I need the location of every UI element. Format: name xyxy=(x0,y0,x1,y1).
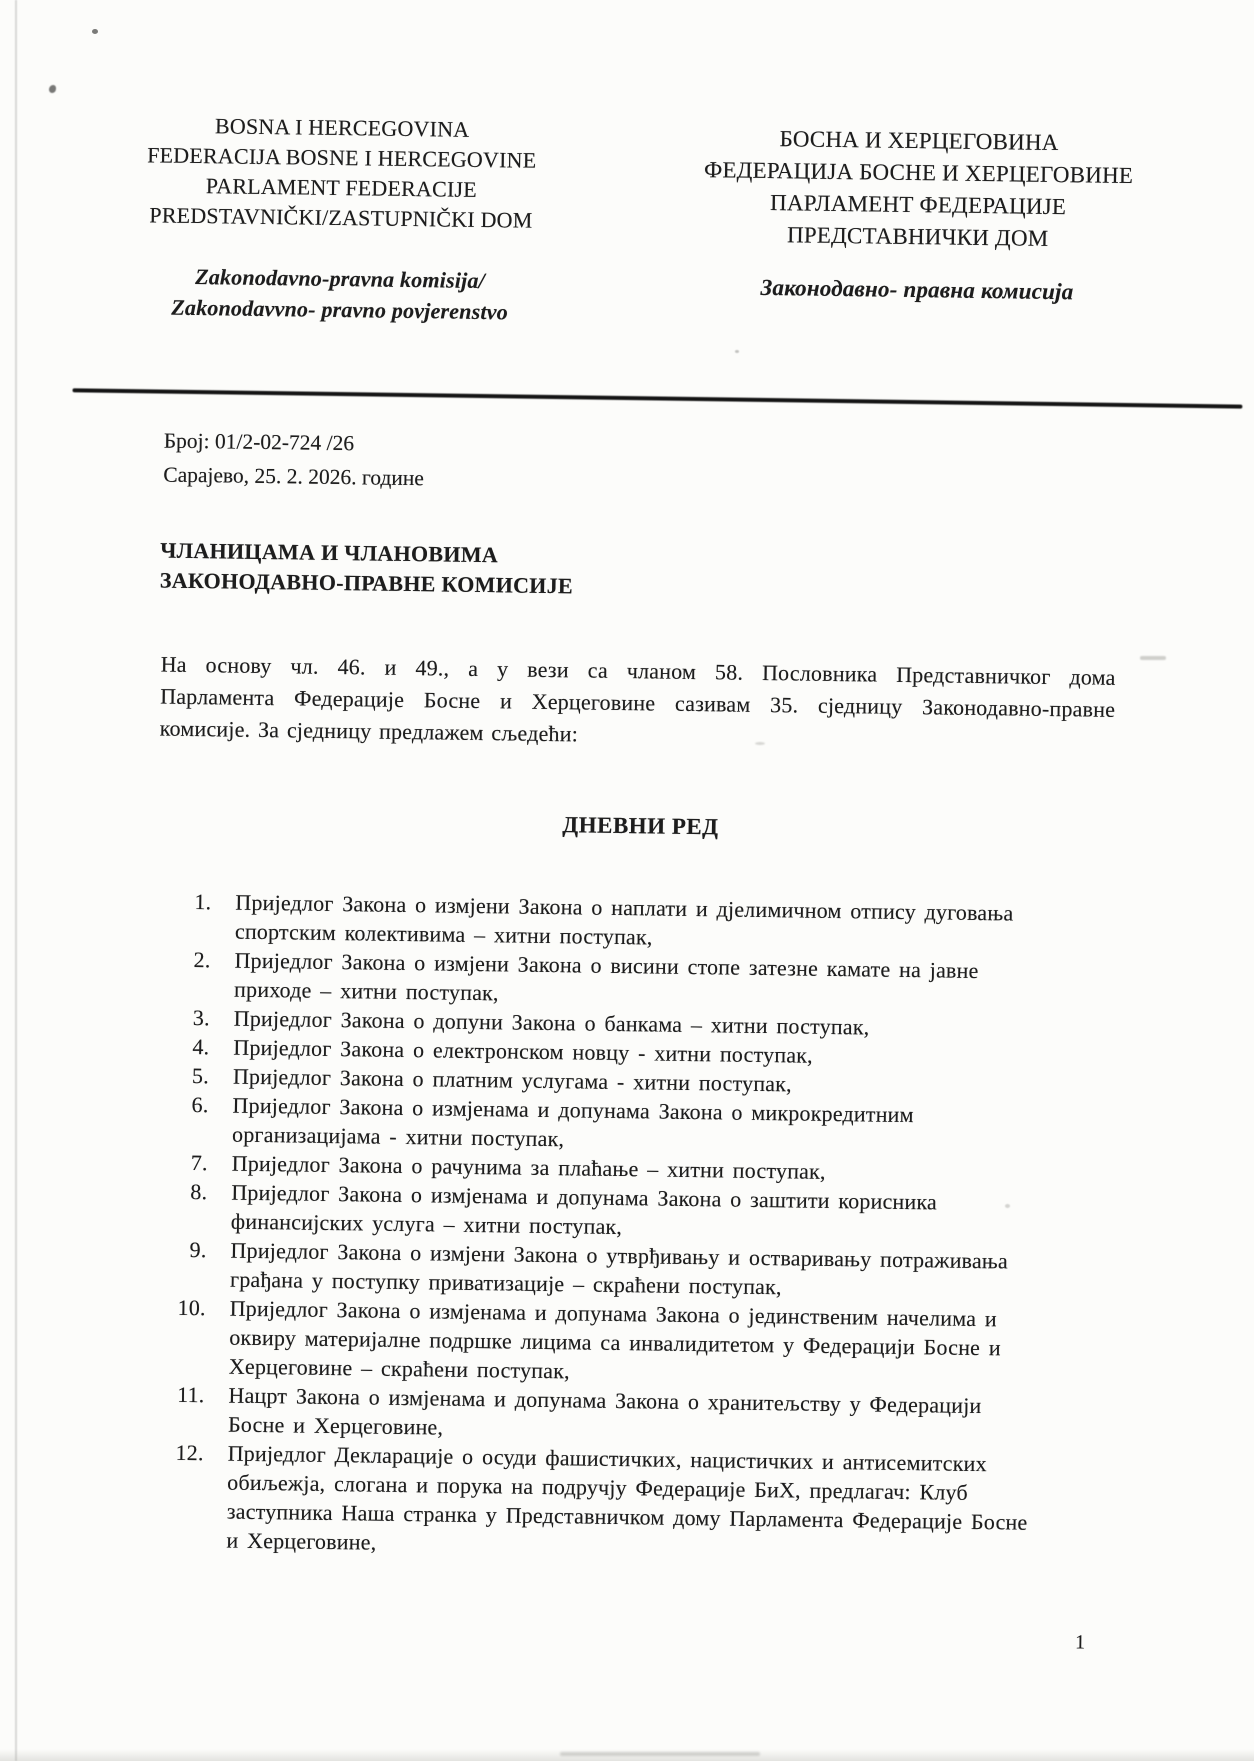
agenda-item-number: 4. xyxy=(192,1034,210,1060)
agenda-item-line: Приједлог Закона о измјени Закона о висини стопе затезне камате на јавне xyxy=(234,947,979,984)
scan-speck xyxy=(92,29,98,34)
scan-speck xyxy=(1140,656,1166,660)
doc-number-line: Број: 01/2-02-724 /26 xyxy=(163,428,355,456)
org-line: BOSNA I HERCEGOVINA xyxy=(214,113,470,142)
agenda-item-number: 2. xyxy=(193,947,211,973)
intro-line: Парламента Федерације Босне и Херцеговине сазивам 35. сједницу Законодавно-правне xyxy=(160,683,1116,722)
agenda-item-line: Приједлог Закона о електронском новцу - хитни поступак, xyxy=(233,1034,814,1068)
document-meta xyxy=(163,424,425,496)
doc-date-line: Сарајево, 25. 2. 2026. године xyxy=(163,462,425,491)
addressee-block xyxy=(160,536,574,602)
agenda-title: ДНЕВНИ РЕД xyxy=(562,812,719,840)
agenda-item-line: заступника Наша странка у Представничком дому Парламента Федерације Босне xyxy=(226,1498,1028,1535)
committee-line: Zakonodavno-pravna komisija/ xyxy=(195,263,486,294)
agenda-item-line: приходе – хитни поступак, xyxy=(233,976,499,1006)
agenda-item-text xyxy=(232,1091,914,1159)
org-line: БОСНА И ХЕРЦЕГОВИНА xyxy=(779,126,1059,156)
agenda-item-number: 10. xyxy=(177,1294,206,1321)
agenda-item-number: 12. xyxy=(175,1439,204,1466)
scan-speck xyxy=(735,350,739,353)
agenda-item-line: обиљежја, слогана и порука на подручју Федерације БиХ, предлагач: Клуб xyxy=(227,1469,969,1505)
org-line: PARLAMENT FEDERACIJE xyxy=(205,173,478,202)
org-header-left xyxy=(104,110,577,329)
agenda-item-line: Приједлог Закона о измјенама и допунама Закона о заштити корисника xyxy=(231,1179,938,1215)
agenda-list xyxy=(148,887,1137,1568)
org-line: ФЕДЕРАЦИЈА БОСНЕ И ХЕРЦЕГОВИНЕ xyxy=(703,157,1134,189)
agenda-item-line: Приједлог Декларације о осуди фашистичких, нацистичких и антисемитских xyxy=(227,1440,987,1477)
agenda-item-line: Приједлог Закона о допуни Закона о банкама – хитни поступак, xyxy=(233,1005,870,1040)
agenda-item-line: организацијама - хитни поступак, xyxy=(231,1121,565,1152)
agenda-item-line: финансијских услуга – хитни поступак, xyxy=(230,1208,623,1240)
org-line: ПРЕДСТАВНИЧКИ ДОМ xyxy=(786,222,1049,251)
agenda-item-line: Приједлог Закона о платним услугама - хитни поступак, xyxy=(232,1063,792,1097)
scan-bottom-artifact xyxy=(0,1749,1254,1761)
agenda-item-line: и Херцеговине, xyxy=(226,1527,377,1555)
addressee-line: ЧЛАНИЦАМА И ЧЛАНОВИМА xyxy=(160,537,499,568)
agenda-item-number: 7. xyxy=(190,1150,208,1176)
agenda-item-line: грађана у поступку приватизације – скраћени поступак, xyxy=(229,1266,782,1300)
agenda-item-line: Приједлог Закона о измјенама и допунама Закона о јединственим начелима и xyxy=(229,1295,998,1332)
agenda-item-number: 3. xyxy=(192,1005,210,1031)
scan-speck xyxy=(1005,1204,1010,1208)
org-line: PREDSTAVNIČKI/ZASTUPNIČKI DOM xyxy=(149,202,533,233)
agenda-item-text xyxy=(226,1439,1028,1566)
agenda-item-text xyxy=(228,1381,982,1450)
committee-line: Законодавно- правна комисија xyxy=(760,274,1074,305)
agenda-item-line: Приједлог Закона о измјенама и допунама Закона о микрокредитним xyxy=(232,1092,914,1128)
agenda-item-number: 5. xyxy=(191,1063,210,1089)
addressee-line: ЗАКОНОДАВНО-ПРАВНЕ КОМИСИЈЕ xyxy=(159,567,574,599)
scan-speck xyxy=(755,742,765,745)
agenda-item-text xyxy=(235,888,1014,957)
committee-line: Zakonodavvno- pravno povjerenstvo xyxy=(171,294,509,325)
agenda-item-line: Приједлог Закона о измјени Закона о утврђивању и остваривању потраживања xyxy=(230,1237,1009,1274)
agenda-item-line: оквиру материјалне подршке лицима са инвалидитетом у Федерацији Босне и xyxy=(229,1324,1001,1361)
agenda-item-number: 8. xyxy=(190,1179,208,1205)
intro-line: На основу чл. 46. и 49., а у вези са чланом 58. Пословника Представничког дома xyxy=(160,651,1116,690)
page-number: 1 xyxy=(1074,1631,1086,1654)
agenda-item-text xyxy=(231,1178,937,1246)
agenda-item-text xyxy=(229,1294,1002,1392)
agenda-item-line: Приједлог Закона о рачунима за плаћање – хитни поступак, xyxy=(231,1150,826,1184)
agenda-item-line: Босне и Херцеговине, xyxy=(227,1411,444,1440)
committee-name-left xyxy=(104,260,575,329)
agenda-item-line: Нацрт Закона о измјенама и допунама Закона о хранитељству у Федерацији xyxy=(228,1382,982,1419)
agenda-item-number: 6. xyxy=(191,1092,209,1118)
agenda-item-number: 1. xyxy=(194,889,212,915)
org-header-right xyxy=(667,122,1169,310)
agenda-item xyxy=(151,1292,1132,1393)
divider-rule xyxy=(72,388,1242,408)
intro-paragraph xyxy=(160,649,1116,758)
agenda-item-line: спортским колективима – хитни поступак, xyxy=(234,918,653,950)
agenda-item xyxy=(148,1437,1130,1567)
committee-name-right xyxy=(667,271,1167,310)
org-line: ПАРЛАМЕНТ ФЕДЕРАЦИЈЕ xyxy=(769,190,1067,220)
intro-line: комисије. За сједницу предлажем сљедећи: xyxy=(159,715,579,747)
agenda-item-text xyxy=(234,946,979,1014)
agenda-item-number: 9. xyxy=(189,1237,207,1263)
agenda-item-number: 11. xyxy=(177,1381,205,1408)
org-line: FEDERACIJA BOSNE I HERCEGOVINE xyxy=(147,142,537,173)
agenda-item-text xyxy=(230,1236,1008,1305)
agenda-item-line: Приједлог Закона о измјени Закона о наплати и дјелимичном отпису дуговања xyxy=(235,889,1014,926)
agenda-item-line: Херцеговине – скраћени поступак, xyxy=(228,1353,570,1384)
